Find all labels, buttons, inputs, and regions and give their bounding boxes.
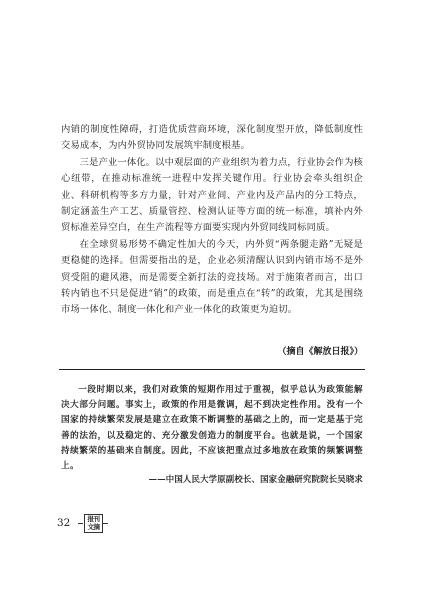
quote-text: 一段时期以来，我们对政策的短期作用过于重视，似乎总认为政策能解决大部分问题。事实上，政策的作用是微调，起不到决定性作用。没有一个国家的持续繁荣发展是建立在政策不断调整的基础之上的，而一定是基于完善的法治，以及稳定的、充分激发创造力的制度平台。也就是说，一个国家持续繁荣的基础来自制度。因此，不应该把重点过多地放在政策的频繁调整上。: [61, 385, 363, 472]
article-paragraph: 在全球贸易形势不确定性加大的今天，内外贸“两条腿走路”无疑是更稳健的选择。但需要指出的是，企业必须清醒认识到内销市场不是外贸受阻的避风港，而是需要全新打法的竞技场。对于施策者而言，出口转内销也不只是促进“销”的政策，而是重点在“转”的政策，尤其是围绕市场一体化、制度一体化和产业一体化的政策更为迫切。: [61, 238, 363, 316]
article-source: （摘自《解放日报》）: [277, 347, 363, 357]
magazine-logo-icon: [78, 514, 108, 532]
article-paragraph: 三是产业一体化。以中观层面的产业组织为着力点，行业协会作为核心纽带，在推动标准统一进程中发挥关键作用。行业协会牵头组织企业、科研机构等多方力量，针对产业间、产业内及产品内的分工特点，制定涵盖生产工艺、质量管控、检测认证等方面的统一标准，填补内外贸标准差异空白，在生产流程等方面要实现内外贸同线同标同质。: [61, 156, 364, 234]
pull-quote: [61, 383, 363, 474]
section-divider: [59, 369, 365, 370]
logo-text: 报刊文摘: [84, 514, 103, 533]
quote-attribution: ——中国人民大学原副校长、国家金融研究院院长吴晓求: [148, 474, 363, 484]
article-body: [61, 122, 363, 319]
article-paragraph: 内销的制度性障碍，打造优质营商环境，深化制度型开放，降低制度性交易成本，为内外贸协同发展筑牢制度根基。: [61, 124, 363, 152]
page-number: 32: [57, 517, 71, 529]
